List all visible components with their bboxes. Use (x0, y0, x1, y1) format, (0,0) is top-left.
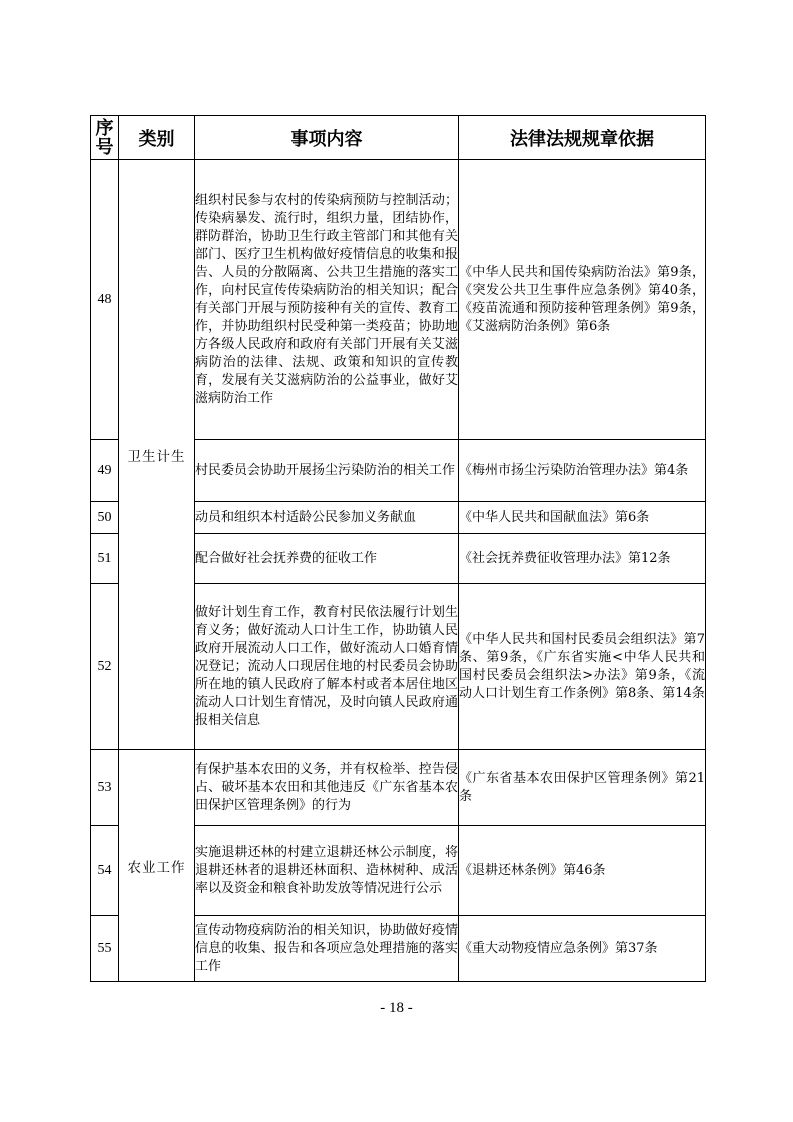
row-number: 51 (91, 534, 119, 584)
row-number: 49 (91, 440, 119, 502)
row-content: 宣传动物疫病防治的相关知识，协助做好疫情信息的收集、报告和各项应急处理措施的落实工作 (195, 916, 459, 982)
table-header-row (91, 116, 706, 160)
header-category: 类别 (119, 116, 195, 160)
row-content: 做好计划生育工作，教育村民依法履行计划生育义务；做好流动人口计生工作，协助镇人民政府开展流动人口工作，做好流动人口婚育情况登记；流动人口现居住地的村民委员会协助所在地的镇人民政府了解本村或者本居住地区流动人口计划生育情况，及时向镇人民政府通报相关信息 (195, 584, 459, 750)
row-number: 53 (91, 750, 119, 826)
row-content: 实施退耕还林的村建立退耕还林公示制度，将退耕还林者的退耕还林面积、造林树种、成活率以及资金和粮食补助发放等情况进行公示 (195, 826, 459, 916)
header-basis: 法律法规规章依据 (459, 116, 706, 160)
row-basis: 《梅州市扬尘污染防治管理办法》第4条 (459, 440, 706, 502)
row-content: 有保护基本农田的义务，并有权检举、控告侵占、破坏基本农田和其他违反《广东省基本农田保护区管理条例》的行为 (195, 750, 459, 826)
table-row (91, 750, 706, 826)
row-content: 配合做好社会抚养费的征收工作 (195, 534, 459, 584)
row-basis: 《退耕还林条例》第46条 (459, 826, 706, 916)
row-basis: 《中华人民共和国献血法》第6条 (459, 502, 706, 534)
category-cell: 农业工作 (119, 750, 195, 982)
row-basis: 《重大动物疫情应急条例》第37条 (459, 916, 706, 982)
row-number: 54 (91, 826, 119, 916)
row-content: 动员和组织本村适龄公民参加义务献血 (195, 502, 459, 534)
row-content: 组织村民参与农村的传染病预防与控制活动；传染病暴发、流行时，组织力量，团结协作，群防群治，协助卫生行政主管部门和其他有关部门、医疗卫生机构做好疫情信息的收集和报告、人员的分散隔离、公共卫生措施的落实工作，向村民宣传传染病防治的相关知识；配合有关部门开展与预防接种有关的宣传、教育工作，并协助组织村民受种第一类疫苗；协助地方各级人民政府和政府有关部门开展有关艾滋病防治的法律、法规、政策和知识的宣传教育，发展有关艾滋病防治的公益事业，做好艾滋病防治工作 (195, 160, 459, 440)
regulation-table-sheet (90, 115, 706, 982)
row-number: 50 (91, 502, 119, 534)
row-number: 55 (91, 916, 119, 982)
row-content: 村民委员会协助开展扬尘污染防治的相关工作 (195, 440, 459, 502)
page-number: - 18 - (380, 1000, 413, 1016)
table-row (91, 160, 706, 440)
row-basis: 《中华人民共和国传染病防治法》第9条，《突发公共卫生事件应急条例》第40条，《疫苗流通和预防接种管理条例》第9条，《艾滋病防治条例》第6条 (459, 160, 706, 440)
row-number: 52 (91, 584, 119, 750)
header-content: 事项内容 (195, 116, 459, 160)
row-basis: 《广东省基本农田保护区管理条例》第21条 (459, 750, 706, 826)
row-basis: 《中华人民共和国村民委员会组织法》第7条、第9条，《广东省实施<中华人民共和国村民委员会组织法>办法》第9条，《流动人口计划生育工作条例》第8条、第14条 (459, 584, 706, 750)
regulation-table (90, 115, 706, 982)
row-number: 48 (91, 160, 119, 440)
category-cell: 卫生计生 (119, 160, 195, 750)
row-basis: 《社会抚养费征收管理办法》第12条 (459, 534, 706, 584)
header-seq: 序号 (91, 116, 119, 160)
